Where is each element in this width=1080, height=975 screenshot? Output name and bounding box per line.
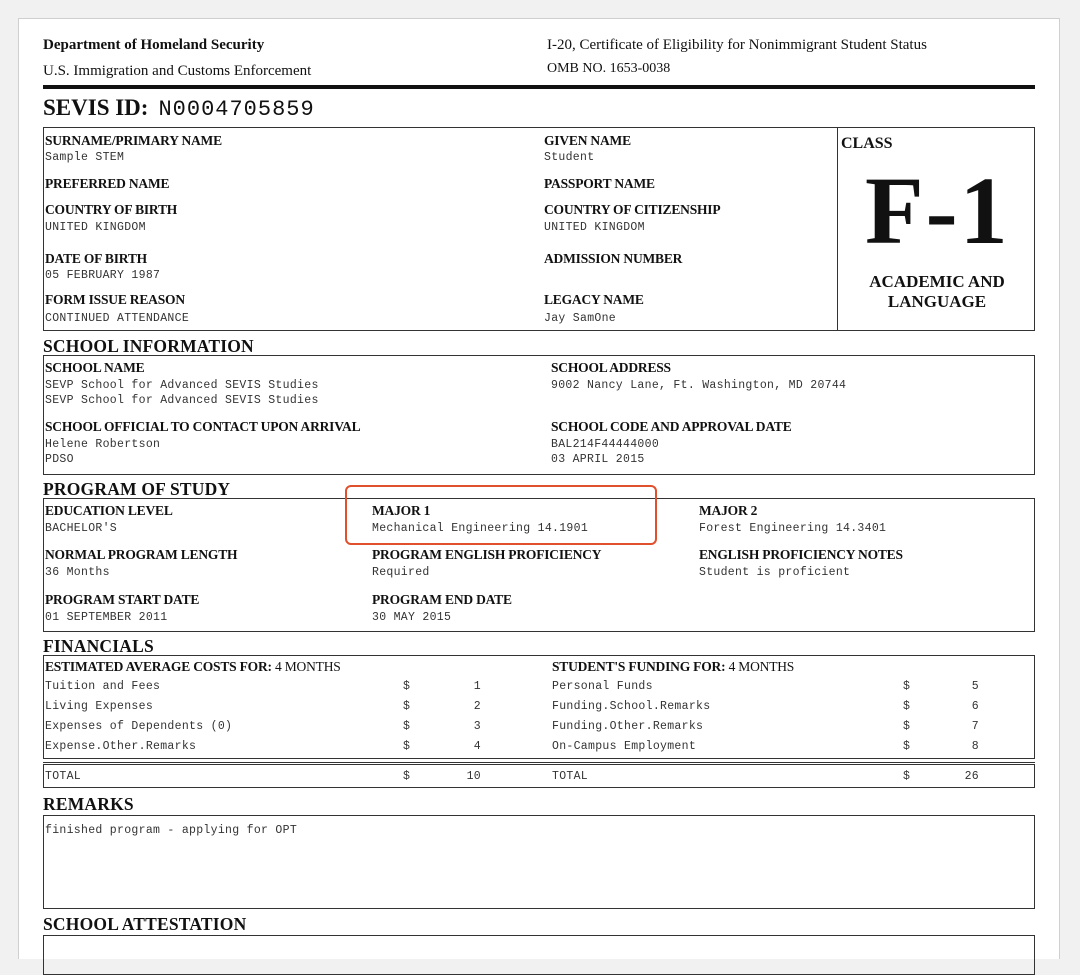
dob-label: DATE OF BIRTH <box>45 251 147 266</box>
issue-reason-label: FORM ISSUE REASON <box>45 292 185 307</box>
costs-total-label: TOTAL <box>45 770 82 783</box>
school-name-line1: SEVP School for Advanced SEVIS Studies <box>45 379 319 392</box>
program-start-value: 01 SEPTEMBER 2011 <box>45 611 168 624</box>
school-section-title: SCHOOL INFORMATION <box>43 336 254 356</box>
program-end-value: 30 MAY 2015 <box>372 611 452 624</box>
sub-agency-name: U.S. Immigration and Customs Enforcement <box>43 63 312 79</box>
country-of-birth-label: COUNTRY OF BIRTH <box>45 202 178 217</box>
funding-item-amount: 6 <box>971 700 979 713</box>
program-start-label: PROGRAM START DATE <box>45 592 200 607</box>
program-section-title: PROGRAM OF STUDY <box>43 479 231 499</box>
class-value: F-1 <box>865 157 1010 264</box>
dob-value: 05 FEBRUARY 1987 <box>45 269 161 282</box>
funding-item-currency: $ <box>903 720 911 733</box>
school-address-value: 9002 Nancy Lane, Ft. Washington, MD 20744 <box>551 379 847 392</box>
program-end-label: PROGRAM END DATE <box>372 592 512 607</box>
i20-form <box>18 18 1060 959</box>
funding-item-name: Funding.School.Remarks <box>552 700 711 713</box>
agency-name: Department of Homeland Security <box>43 37 265 53</box>
funding-total-value: 26 <box>964 770 979 783</box>
class-label: CLASS <box>841 135 893 152</box>
school-name-line2: SEVP School for Advanced SEVIS Studies <box>45 394 319 407</box>
approval-date-value: 03 APRIL 2015 <box>551 453 645 466</box>
sevis-id-label: SEVIS ID: <box>43 95 149 120</box>
class-description <box>839 272 1035 312</box>
major1-label: MAJOR 1 <box>372 503 431 518</box>
english-notes-label: ENGLISH PROFICIENCY NOTES <box>699 547 903 562</box>
form-title: I-20, Certificate of Eligibility for Nonimmigrant Student Status <box>547 37 927 53</box>
sevis-id-value: N0004705859 <box>158 97 315 122</box>
header-rule <box>43 85 1035 89</box>
costs-item-currency: $ <box>403 700 411 713</box>
costs-item-currency: $ <box>403 720 411 733</box>
funding-item-currency: $ <box>903 680 911 693</box>
preferred-name-label: PREFERRED NAME <box>45 176 170 191</box>
costs-item-amount: 3 <box>473 720 481 733</box>
financials-section-title: FINANCIALS <box>43 636 154 656</box>
passport-name-label: PASSPORT NAME <box>544 176 655 191</box>
costs-item-name: Expense.Other.Remarks <box>45 740 197 753</box>
program-length-label: NORMAL PROGRAM LENGTH <box>45 547 238 562</box>
funding-item-amount: 8 <box>971 740 979 753</box>
class-desc-line1: ACADEMIC AND <box>869 272 1005 291</box>
education-level-label: EDUCATION LEVEL <box>45 503 173 518</box>
school-official-name: Helene Robertson <box>45 438 161 451</box>
education-level-value: BACHELOR'S <box>45 522 118 535</box>
school-address-label: SCHOOL ADDRESS <box>551 360 671 375</box>
given-name-label: GIVEN NAME <box>544 133 631 148</box>
major1-value: Mechanical Engineering 14.1901 <box>372 522 589 535</box>
costs-period: 4 MONTHS <box>275 659 341 674</box>
school-code-label: SCHOOL CODE AND APPROVAL DATE <box>551 419 792 434</box>
major2-label: MAJOR 2 <box>699 503 758 518</box>
funding-total-label: TOTAL <box>552 770 589 783</box>
sevis-id-row <box>43 95 315 122</box>
costs-label: ESTIMATED AVERAGE COSTS FOR: <box>45 659 272 674</box>
funding-item-name: Funding.Other.Remarks <box>552 720 704 733</box>
school-code-value: BAL214F44444000 <box>551 438 660 451</box>
funding-item-name: Personal Funds <box>552 680 653 693</box>
attestation-section-title: SCHOOL ATTESTATION <box>43 914 247 934</box>
legacy-name-label: LEGACY NAME <box>544 292 644 307</box>
given-name-value: Student <box>544 151 595 164</box>
costs-total-currency: $ <box>403 770 411 783</box>
program-length-value: 36 Months <box>45 566 110 579</box>
costs-total-value: 10 <box>466 770 481 783</box>
funding-item-currency: $ <box>903 700 911 713</box>
remarks-text: finished program - applying for OPT <box>45 824 298 837</box>
english-proficiency-value: Required <box>372 566 430 579</box>
funding-item-amount: 7 <box>971 720 979 733</box>
citizenship-value: UNITED KINGDOM <box>544 221 645 234</box>
english-notes-value: Student is proficient <box>699 566 851 579</box>
attestation-box <box>43 935 1035 975</box>
costs-item-currency: $ <box>403 740 411 753</box>
class-desc-line2: LANGUAGE <box>887 292 987 311</box>
country-of-birth-value: UNITED KINGDOM <box>45 221 146 234</box>
costs-item-name: Tuition and Fees <box>45 680 161 693</box>
funding-item-amount: 5 <box>971 680 979 693</box>
funding-period: 4 MONTHS <box>728 659 795 674</box>
costs-item-amount: 2 <box>473 700 481 713</box>
funding-item-name: On-Campus Employment <box>552 740 697 753</box>
funding-total-currency: $ <box>903 770 911 783</box>
surname-label: SURNAME/PRIMARY NAME <box>45 133 222 148</box>
costs-item-amount: 4 <box>473 740 481 753</box>
school-info-box <box>43 355 1035 475</box>
school-official-title: PDSO <box>45 453 74 466</box>
citizenship-label: COUNTRY OF CITIZENSHIP <box>544 202 721 217</box>
major1-highlight-box <box>345 485 657 545</box>
remarks-section-title: REMARKS <box>43 794 134 814</box>
totals-box <box>43 764 1035 788</box>
admission-number-label: ADMISSION NUMBER <box>544 251 683 266</box>
costs-item-amount: 1 <box>473 680 481 693</box>
costs-item-currency: $ <box>403 680 411 693</box>
omb-number: OMB NO. 1653-0038 <box>547 61 671 76</box>
surname-value: Sample STEM <box>45 151 125 164</box>
costs-header <box>45 659 341 675</box>
costs-item-name: Living Expenses <box>45 700 154 713</box>
issue-reason-value: CONTINUED ATTENDANCE <box>45 312 190 325</box>
english-proficiency-label: PROGRAM ENGLISH PROFICIENCY <box>372 547 602 562</box>
legacy-name-value: Jay SamOne <box>544 312 617 325</box>
costs-item-name: Expenses of Dependents (0) <box>45 720 233 733</box>
school-official-label: SCHOOL OFFICIAL TO CONTACT UPON ARRIVAL <box>45 419 361 434</box>
major2-value: Forest Engineering 14.3401 <box>699 522 887 535</box>
funding-header <box>552 659 794 675</box>
funding-item-currency: $ <box>903 740 911 753</box>
funding-label: STUDENT'S FUNDING FOR: <box>552 659 726 674</box>
school-name-label: SCHOOL NAME <box>45 360 145 375</box>
